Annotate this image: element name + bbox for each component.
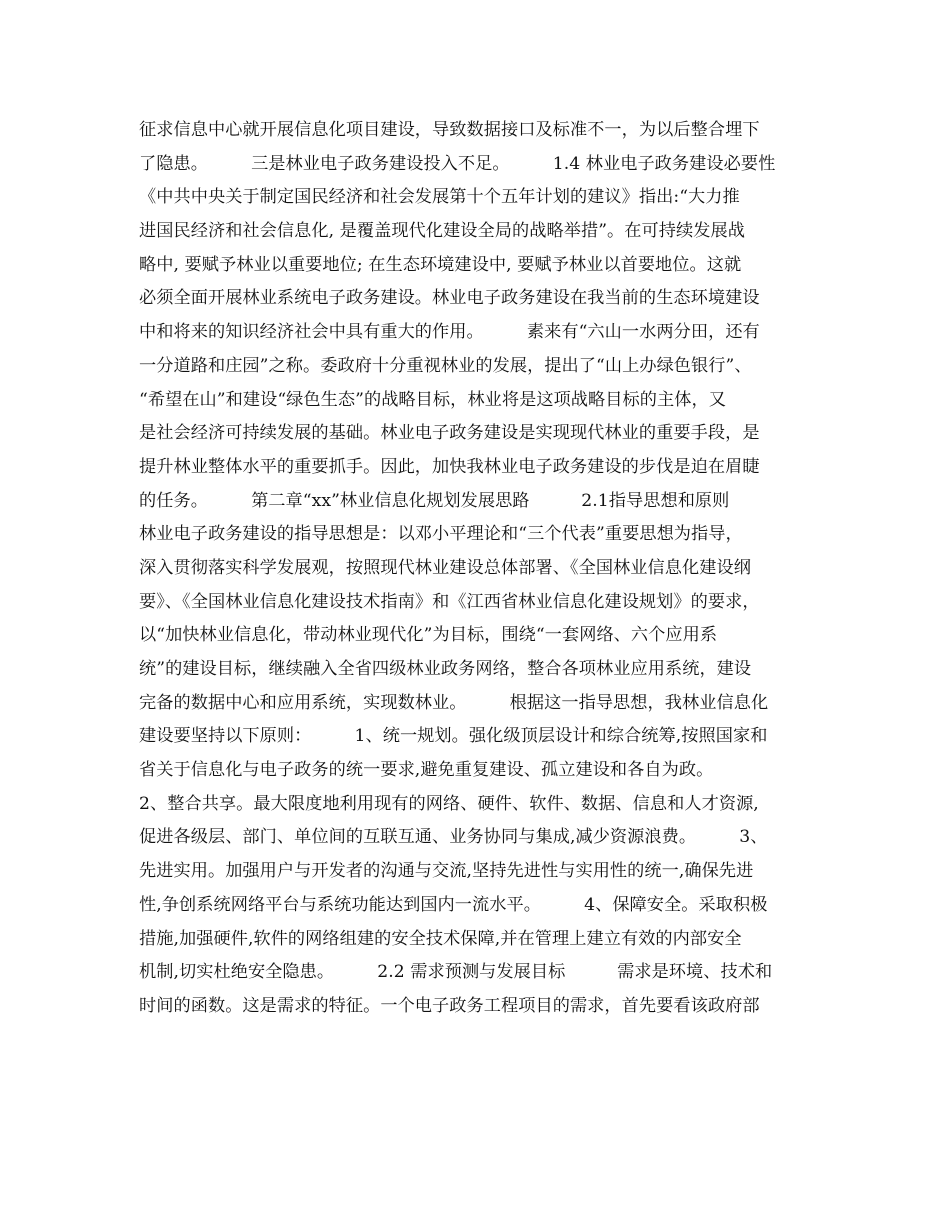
text-line: 必须全面开展林业系统电子政务建设。林业电子政务建设在我当前的生态环境建设 [139, 288, 760, 309]
text-line: 2、整合共享。最大限度地利用现有的网络、硬件、软件、数据、信息和人才资源, [139, 793, 759, 814]
text-line: 是社会经济可持续发展的基础。林业电子政务建设是实现现代林业的重要手段，是 [139, 423, 760, 444]
text-line: 了隐患。 三是林业电子政务建设投入不足。 1.4 林业电子政务建设必要性 [139, 153, 776, 174]
text-line: 提升林业整体水平的重要抓手。因此，加快我林业电子政务建设的步伐是迫在眉睫 [139, 456, 760, 477]
text-line: 要》、《全国林业信息化建设技术指南》和《江西省林业信息化建设规划》的要求， [139, 591, 760, 612]
text-line: 完备的数据中心和应用系统，实现数林业。 根据这一指导思想，我林业信息化 [139, 692, 769, 713]
text-line: 略中, 要赋予林业以重要地位; 在生态环境建设中, 要赋予林业以首要地位。这就 [139, 254, 742, 275]
body-text [139, 114, 829, 1024]
text-line: 省关于信息化与电子政务的统一要求,避免重复建设、孤立建设和各自为政。 [139, 760, 714, 781]
text-line: 的任务。 第二章“xx”林业信息化规划发展思路 2.1指导思想和原则 [139, 490, 730, 511]
text-line: 促进各级层、部门、单位间的互联互通、业务协同与集成,减少资源浪费。 3、 [139, 827, 768, 848]
text-line: 中和将来的知识经济社会中具有重大的作用。 素来有“六山一水两分田，还有 [139, 322, 760, 343]
text-line: 进国民经济和社会信息化, 是覆盖现代化建设全局的战略举措”。在可持续发展战 [139, 221, 745, 242]
text-line: 统”的建设目标，继续融入全省四级林业政务网络，整合各项林业应用系统，建设 [139, 659, 752, 679]
text-line: 时间的函数。这是需求的特征。一个电子政务工程项目的需求，首先要看该政府部 [139, 995, 760, 1016]
text-line: 机制,切实杜绝安全隐患。 2.2 需求预测与发展目标 需求是环境、技术和 [139, 962, 773, 983]
text-line: “希望在山”和建设“绿色生态”的战略目标，林业将是这项战略目标的主体，又 [139, 389, 726, 410]
text-line: 林业电子政务建设的指导思想是：以邓小平理论和“三个代表”重要思想为指导， [139, 524, 743, 545]
text-line: 《中共中央关于制定国民经济和社会发展第十个五年计划的建议》指出:“大力推 [139, 187, 740, 208]
text-line: 先进实用。加强用户与开发者的沟通与交流,坚持先进性与实用性的统一,确保先进 [139, 861, 754, 882]
text-line: 建设要坚持以下原则： 1、统一规划。强化级顶层设计和综合统筹,按照国家和 [139, 726, 768, 747]
text-line: 深入贯彻落实科学发展观，按照现代林业建设总体部署、《全国林业信息化建设纲 [139, 557, 751, 578]
text-line: 征求信息中心就开展信息化项目建设，导致数据接口及标准不一，为以后整合埋下 [139, 120, 760, 140]
text-line: 措施,加强硬件,软件的网络组建的安全技术保障,并在管理上建立有效的内部安全 [139, 928, 742, 949]
text-line: 一分道路和庄园”之称。委政府十分重视林业的发展，提出了“山上办绿色银行”、 [139, 355, 752, 376]
text-line: 性,争创系统网络平台与系统功能达到国内一流水平。 4、保障安全。采取积极 [139, 894, 768, 915]
text-line: 以“加快林业信息化，带动林业现代化”为目标，围绕“一套网络、六个应用系 [139, 625, 718, 646]
